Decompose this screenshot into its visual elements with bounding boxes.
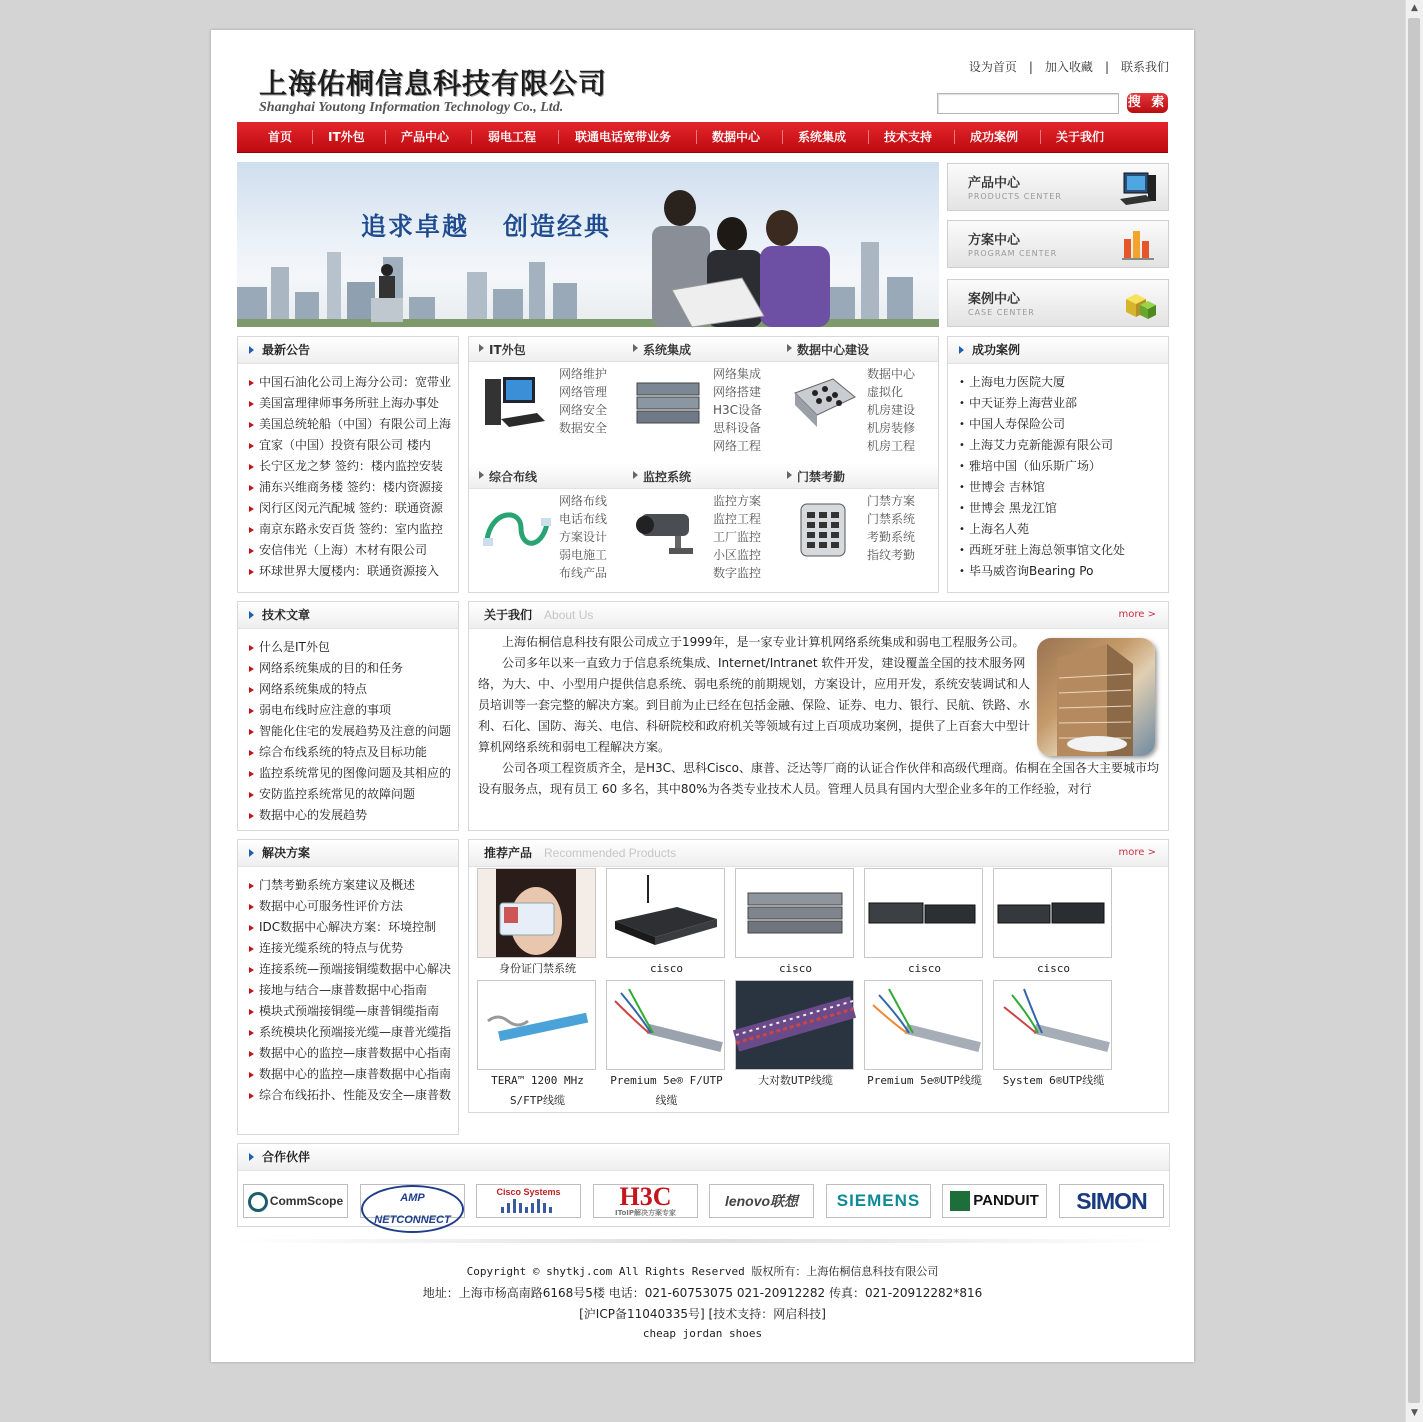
computer-icon <box>1118 169 1160 207</box>
search-button[interactable]: 搜 索 <box>1127 93 1168 113</box>
promo-program-center[interactable]: 方案中心 PROGRAM CENTER <box>947 220 1169 268</box>
network-switch-icon <box>635 373 705 433</box>
article-item[interactable]: 智能化住宅的发展趋势及注意的问题 <box>246 721 458 742</box>
solution-item[interactable]: 接地与结合—康普数据中心指南 <box>246 980 458 1001</box>
vertical-scrollbar[interactable] <box>1405 0 1423 1422</box>
category-link[interactable]: 监控工程 <box>713 512 762 526</box>
about-title: 关于我们 <box>484 608 533 622</box>
product-image-cisco-switch <box>735 868 854 958</box>
case-item[interactable]: • 中国人寿保险公司 <box>956 414 1168 435</box>
solution-item[interactable]: 数据中心的监控—康普数据中心指南 <box>246 1064 458 1085</box>
announcements-list <box>238 364 458 582</box>
category-link[interactable]: 网络安全 <box>559 403 608 417</box>
product-card[interactable] <box>993 980 1114 1091</box>
category-link[interactable]: 网络布线 <box>559 494 608 508</box>
main-nav <box>237 122 1168 153</box>
category-link[interactable]: 指纹考勤 <box>867 548 916 562</box>
case-item[interactable]: • 世博会 吉林馆 <box>956 477 1168 498</box>
case-item[interactable]: • 毕马威咨询Bearing Po <box>956 561 1168 582</box>
nav-success-cases[interactable]: 成功案例 <box>970 130 1019 144</box>
search-input[interactable] <box>937 93 1119 114</box>
product-card[interactable] <box>993 868 1114 979</box>
product-caption: cisco <box>649 962 684 975</box>
products-more-link[interactable]: more > <box>1118 847 1156 858</box>
partner-logo-h3c[interactable]: H3C IToIP解决方案专家 <box>593 1184 698 1218</box>
announcement-item[interactable]: 宜家（中国）投资有限公司 楼内 <box>246 435 458 456</box>
cases-list <box>948 364 1168 582</box>
announcement-item[interactable]: 安信伟光（上海）木材有限公司 <box>246 540 458 561</box>
category-link[interactable]: 电话布线 <box>559 512 608 526</box>
set-homepage-link[interactable]: 设为首页 <box>968 60 1017 74</box>
product-caption: cisco <box>1036 962 1071 975</box>
case-item[interactable]: • 上海电力医院大厦 <box>956 372 1168 393</box>
solution-item[interactable]: 系统模块化预端接光缆—康普光缆指 <box>246 1022 458 1043</box>
product-card[interactable] <box>735 980 856 1091</box>
category-link[interactable]: 监控方案 <box>713 494 762 508</box>
product-image-system-6-utp <box>993 980 1112 1070</box>
case-item[interactable]: • 中天证券上海营业部 <box>956 393 1168 414</box>
product-image-premium-5e-utp <box>864 980 983 1070</box>
category-link[interactable]: 门禁方案 <box>867 494 916 508</box>
announcement-item[interactable]: 美国富理律师事务所驻上海办事处 <box>246 393 458 414</box>
page-container <box>211 30 1194 1362</box>
company-logo[interactable] <box>259 62 607 116</box>
partner-logo-simon[interactable]: SIMON <box>1059 1184 1164 1218</box>
scrollbar-thumb[interactable] <box>1408 18 1420 1403</box>
top-links: 设为首页 | 加入收藏 | 联系我们 <box>968 60 1169 74</box>
product-caption: 身份证门禁系统 <box>499 962 576 975</box>
partner-logo-cisco[interactable]: Cisco Systems <box>476 1184 581 1218</box>
solution-item[interactable]: 数据中心的监控—康普数据中心指南 <box>246 1043 458 1064</box>
case-item[interactable]: • 西班牙驻上海总领事馆文化处 <box>956 540 1168 561</box>
product-image-premium-5e-futp <box>606 980 725 1070</box>
banner-slogan: 追求卓越 创造经典 <box>361 212 612 241</box>
article-item[interactable]: 网络系统集成的目的和任务 <box>246 658 458 679</box>
footer-address: 地址：上海市杨高南路6168号5楼 电话：021-60753075 021-20912282 传真：021-20912282*816 <box>422 1286 983 1300</box>
scroll-up-icon[interactable]: ▲ <box>1411 3 1418 13</box>
about-text: 上海佑桐信息科技有限公司成立于1999年，是一家专业计算机网络系统集成和弱电工程服务公司。 公司多年以来一直致力于信息系统集成、Internet/Intranet 软件开发，建设覆盖全国的技术服务网络，为大、中、小型用户提供信息系统、弱电系统的前期规划，方案设计，应用开发，系统安装调试和人员培训等一套完整的解决方案。到目前为止已经在包括金融、保险、证券、电力、银行、民航、铁路、水利、石化、国防、海关、电信、科研院校和政府机关等领域有过上百项成功案例，提供了上百套大中型计算机网络系统和弱电工程解决方案。 公司各项工程资质齐全，是H3C、思科Cisco、康普、泛达等厂商的认证合作伙伴和高级代理商。佑桐在全国各大主要城市均设有服务点，现有员工 60 多名，其中80%为各类专业技术人员。管理人员具有国内大型企业多年的工作经验，对行 <box>478 635 1159 796</box>
nav-about-us[interactable]: 关于我们 <box>1056 130 1105 144</box>
nav-system-integration[interactable]: 系统集成 <box>798 130 847 144</box>
announcement-item[interactable]: 浦东兴维商务楼 签约：楼内资源接 <box>246 477 458 498</box>
products-title: 推荐产品 <box>484 846 533 860</box>
category-access-control[interactable]: 门禁考勤 门禁方案 门禁系统 考勤系统 指纹考勤 <box>783 464 937 588</box>
keypad-icon <box>789 500 859 560</box>
category-link[interactable]: 门禁系统 <box>867 512 916 526</box>
cases-title: 成功案例 <box>972 343 1021 357</box>
announcement-item[interactable]: 闵行区闵元汽配城 签约：联通资源 <box>246 498 458 519</box>
product-image-multipair-utp <box>735 980 854 1070</box>
footer-icp[interactable]: [沪ICP备11040335号] [技术支持：网启科技] <box>579 1307 826 1321</box>
nav-weak-current[interactable]: 弱电工程 <box>488 130 537 144</box>
category-link[interactable]: 网络管理 <box>559 385 608 399</box>
network-cable-icon <box>481 500 551 560</box>
add-favorite-link[interactable]: 加入收藏 <box>1044 60 1093 74</box>
about-more-link[interactable]: more > <box>1118 609 1156 620</box>
category-link[interactable]: 布线产品 <box>559 566 608 580</box>
category-surveillance[interactable]: 监控系统 监控方案 监控工程 工厂监控 小区监控 数字监控 <box>629 464 783 588</box>
product-image-cisco-router <box>606 868 725 958</box>
product-image-id-card-access <box>477 868 596 958</box>
product-caption: Premium 5e®UTP线缆 <box>867 1074 982 1087</box>
category-cabling[interactable]: 综合布线 网络布线 电话布线 方案设计 弱电施工 布线产品 <box>475 464 629 588</box>
category-link[interactable]: 思科设备 <box>713 421 762 435</box>
category-link[interactable]: 机房装修 <box>867 421 916 435</box>
solution-item[interactable]: 数据中心可服务性评价方法 <box>246 896 458 917</box>
category-data-center[interactable]: 数据中心建设 数据中心 虚拟化 机房建设 机房装修 机房工程 <box>783 337 937 461</box>
article-item[interactable]: 安防监控系统常见的故障问题 <box>246 784 458 805</box>
products-title-en: Recommended Products <box>544 846 677 860</box>
case-item[interactable]: • 雅培中国（仙乐斯广场） <box>956 456 1168 477</box>
case-item[interactable]: • 上海名人苑 <box>956 519 1168 540</box>
solutions-list <box>238 867 458 1106</box>
nav-data-center[interactable]: 数据中心 <box>712 130 761 144</box>
bar-chart-icon <box>1122 227 1156 261</box>
about-us-panel <box>468 601 1169 831</box>
recommended-products-panel <box>468 839 1169 1113</box>
product-card[interactable] <box>477 868 598 979</box>
announcement-item[interactable]: 美国总统轮船（中国）有限公司上海 <box>246 414 458 435</box>
article-item[interactable]: 综合布线系统的特点及目标功能 <box>246 742 458 763</box>
business-people-illustration <box>632 182 862 327</box>
product-card[interactable] <box>864 868 985 979</box>
solution-item[interactable]: IDC数据中心解决方案：环境控制 <box>246 917 458 938</box>
article-item[interactable]: 什么是IT外包 <box>246 637 458 658</box>
category-link[interactable]: 工厂监控 <box>713 530 762 544</box>
partners-panel <box>237 1143 1170 1227</box>
nav-tech-support[interactable]: 技术支持 <box>884 130 933 144</box>
partners-title: 合作伙伴 <box>262 1150 311 1164</box>
cctv-camera-icon <box>635 500 705 560</box>
case-item[interactable]: • 世博会 黑龙江馆 <box>956 498 1168 519</box>
server-computer-icon <box>481 373 551 433</box>
logo-english: Shanghai Youtong Information Technology Co., Ltd. <box>259 100 564 115</box>
partner-logo-lenovo[interactable]: lenovo联想 <box>709 1184 814 1218</box>
solutions-panel <box>237 839 459 1135</box>
cubes-icon <box>1122 285 1158 321</box>
solution-item[interactable]: 门禁考勤系统方案建议及概述 <box>246 875 458 896</box>
announcement-item[interactable]: 中国石油化公司上海分公司：宽带业 <box>246 372 458 393</box>
announcements-title: 最新公告 <box>262 343 311 357</box>
category-link[interactable]: 考勤系统 <box>867 530 916 544</box>
solution-item[interactable]: 连接光缆系统的特点与优势 <box>246 938 458 959</box>
product-card[interactable] <box>735 868 856 979</box>
nav-it-outsourcing[interactable]: IT外包 <box>328 130 365 144</box>
patch-panel-icon <box>789 373 859 433</box>
category-link[interactable]: 数据安全 <box>559 421 608 435</box>
case-item[interactable]: • 上海艾力克新能源有限公司 <box>956 435 1168 456</box>
product-caption: 大对数UTP线缆 <box>758 1074 833 1087</box>
solution-item[interactable]: 综合布线拓扑、性能及安全—康普数 <box>246 1085 458 1106</box>
solutions-title: 解决方案 <box>262 846 311 860</box>
solution-item[interactable]: 模块式预端接铜缆—康普铜缆指南 <box>246 1001 458 1022</box>
tech-articles-panel <box>237 601 459 831</box>
partner-logo-amp[interactable]: AMP NETCONNECT <box>360 1184 465 1218</box>
nav-unicom-broadband[interactable]: 联通电话宽带业务 <box>575 130 672 144</box>
articles-list <box>238 629 458 826</box>
announcement-item[interactable]: 环球世界大厦楼内：联通资源接入 <box>246 561 458 582</box>
category-link[interactable]: 网络维护 <box>559 367 608 381</box>
category-link[interactable]: 机房工程 <box>867 439 916 453</box>
nav-products[interactable]: 产品中心 <box>401 130 450 144</box>
category-link[interactable]: 网络集成 <box>713 367 762 381</box>
success-cases-panel <box>947 336 1169 593</box>
product-card[interactable] <box>606 980 727 1111</box>
category-link[interactable]: 方案设计 <box>559 530 608 544</box>
hero-banner <box>237 162 939 327</box>
product-caption: cisco <box>907 962 942 975</box>
sitting-man-illustration <box>367 262 407 322</box>
product-card[interactable] <box>477 980 598 1111</box>
product-caption: cisco <box>778 962 813 975</box>
product-caption: TERA™ 1200 MHz S/FTP线缆 <box>491 1074 584 1107</box>
articles-title: 技术文章 <box>262 608 311 622</box>
category-link[interactable]: 网络搭建 <box>713 385 762 399</box>
announcement-item[interactable]: 长宁区龙之梦 签约：楼内监控安装 <box>246 456 458 477</box>
category-link[interactable]: 虚拟化 <box>867 385 904 399</box>
category-link[interactable]: 弱电施工 <box>559 548 608 562</box>
category-link[interactable]: H3C设备 <box>713 403 763 417</box>
service-categories-panel <box>468 336 939 593</box>
product-caption: Premium 5e® F/UTP线缆 <box>610 1074 723 1107</box>
category-link[interactable]: 机房建设 <box>867 403 916 417</box>
product-caption: System 6®UTP线缆 <box>1002 1074 1105 1087</box>
product-card[interactable] <box>864 980 985 1091</box>
contact-us-link[interactable]: 联系我们 <box>1120 60 1169 74</box>
category-it-outsourcing[interactable]: IT外包 网络维护 网络管理 网络安全 数据安全 <box>475 337 629 461</box>
promo-products-center[interactable]: 产品中心 PRODUCTS CENTER <box>947 163 1169 211</box>
category-system-integration[interactable]: 系统集成 网络集成 网络搭建 H3C设备 思科设备 网络工程 <box>629 337 783 461</box>
logo-chinese: 上海佑桐信息科技有限公司 <box>259 67 608 100</box>
announcement-item[interactable]: 南京东路永安百货 签约：室内监控 <box>246 519 458 540</box>
category-link[interactable]: 数据中心 <box>867 367 916 381</box>
partner-logo-panduit[interactable]: PANDUIT <box>942 1184 1047 1218</box>
category-link[interactable]: 小区监控 <box>713 548 762 562</box>
nav-home[interactable]: 首页 <box>268 130 293 144</box>
footer-link[interactable]: cheap jordan shoes <box>642 1327 763 1340</box>
footer-copyright: Copyright © shytkj.com All Rights Reserved 版权所有：上海佑桐信息科技有限公司 <box>466 1265 939 1278</box>
article-item[interactable]: 网络系统集成的特点 <box>246 679 458 700</box>
partner-logo-commscope[interactable]: CommScope <box>243 1184 348 1218</box>
solution-item[interactable]: 连接系统—预端接铜缆数据中心解决 <box>246 959 458 980</box>
about-title-en: About Us <box>544 608 594 622</box>
article-item[interactable]: 弱电布线时应注意的事项 <box>246 700 458 721</box>
product-card[interactable] <box>606 868 727 979</box>
category-link[interactable]: 数字监控 <box>713 566 762 580</box>
article-item[interactable]: 数据中心的发展趋势 <box>246 805 458 826</box>
product-image-cisco-routers <box>993 868 1112 958</box>
promo-case-center[interactable]: 案例中心 CASE CENTER <box>947 279 1169 327</box>
article-item[interactable]: 监控系统常见的图像问题及其相应的 <box>246 763 458 784</box>
product-image-cisco-chassis <box>864 868 983 958</box>
scroll-down-icon[interactable]: ▼ <box>1411 1408 1418 1418</box>
product-image-tera-cable <box>477 980 596 1070</box>
latest-announcements-panel <box>237 336 459 593</box>
category-link[interactable]: 网络工程 <box>713 439 762 453</box>
partner-logo-siemens[interactable]: SIEMENS <box>826 1184 931 1218</box>
